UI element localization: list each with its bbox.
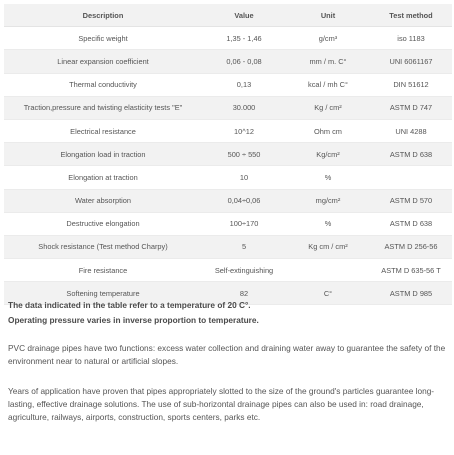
cell-unit: Ohm cm: [286, 119, 370, 142]
cell-value: Self-extinguishing: [202, 259, 286, 282]
cell-unit: %: [286, 166, 370, 189]
applications-paragraph: [8, 385, 450, 424]
cell-test-method: ASTM D 747: [370, 96, 452, 119]
cell-unit: [286, 259, 370, 282]
pressure-note: Operating pressure varies in inverse proportion to temperature.: [8, 315, 259, 325]
cell-value: 5: [202, 235, 286, 258]
cell-test-method: [370, 166, 452, 189]
header-value: Value: [202, 4, 286, 27]
cell-test-method: iso 1183: [370, 27, 452, 50]
cell-test-method: UNI 4288: [370, 119, 452, 142]
cell-unit: mg/cm²: [286, 189, 370, 212]
cell-description: Water absorption: [4, 189, 202, 212]
cell-unit: C°: [286, 282, 370, 305]
cell-description: Shock resistance (Test method Charpy): [4, 235, 202, 258]
cell-description: Traction,pressure and twisting elasticity tests "E": [4, 96, 202, 119]
cell-value: 0,13: [202, 73, 286, 96]
cell-description: Thermal conductivity: [4, 73, 202, 96]
paragraph-text: Years of application have proven that pipes appropriately slotted to the size of the ground's particles guarantee long-lasting, effective drainage solutions. The use of sub-horizontal drainage pipes can also be used in: road drainage, agriculture, railways, airports, construction, sports centers, parks etc.: [8, 386, 435, 422]
table-row: [4, 27, 452, 50]
properties-table: [4, 4, 452, 305]
cell-test-method: ASTM D 985: [370, 282, 452, 305]
cell-description: Elongation at traction: [4, 166, 202, 189]
cell-test-method: UNI 6061167: [370, 50, 452, 73]
cell-description: Destructive elongation: [4, 212, 202, 235]
table-row: [4, 143, 452, 166]
cell-test-method: DIN 51612: [370, 73, 452, 96]
cell-unit: Kg / cm²: [286, 96, 370, 119]
cell-unit: Kg cm / cm²: [286, 235, 370, 258]
cell-value: 1,35 - 1,46: [202, 27, 286, 50]
cell-description: Electrical resistance: [4, 119, 202, 142]
table-header-row: [4, 4, 452, 27]
cell-value: 0,04÷0,06: [202, 189, 286, 212]
cell-value: 10: [202, 166, 286, 189]
cell-test-method: ASTM D 638: [370, 212, 452, 235]
table-row: [4, 212, 452, 235]
cell-unit: kcal / mh C°: [286, 73, 370, 96]
table-row: [4, 50, 452, 73]
cell-value: 10^12: [202, 119, 286, 142]
cell-value: 100÷170: [202, 212, 286, 235]
cell-description: Elongation load in traction: [4, 143, 202, 166]
temperature-note: The data indicated in the table refer to a temperature of 20 C°.: [8, 300, 251, 310]
cell-unit: mm / m. C°: [286, 50, 370, 73]
cell-unit: Kg/cm²: [286, 143, 370, 166]
cell-description: Linear expansion coefficient: [4, 50, 202, 73]
table-row: [4, 235, 452, 258]
cell-value: 30.000: [202, 96, 286, 119]
table-row: [4, 119, 452, 142]
cell-test-method: ASTM D 635-56 T: [370, 259, 452, 282]
cell-unit: g/cm³: [286, 27, 370, 50]
cell-test-method: ASTM D 570: [370, 189, 452, 212]
table-row: [4, 166, 452, 189]
cell-value: 82: [202, 282, 286, 305]
cell-value: 500 ÷ 550: [202, 143, 286, 166]
table-row: [4, 96, 452, 119]
table-row: [4, 189, 452, 212]
paragraph-text: PVC drainage pipes have two functions: excess water collection and draining water away to guarantee the safety of the environment near to natural or artificial slopes.: [8, 343, 446, 366]
cell-test-method: ASTM D 638: [370, 143, 452, 166]
cell-description: Fire resistance: [4, 259, 202, 282]
table-body: [4, 27, 452, 305]
header-test-method: Test method: [370, 4, 452, 27]
table-row: [4, 73, 452, 96]
header-description: Description: [4, 4, 202, 27]
cell-value: 0,06 - 0,08: [202, 50, 286, 73]
functions-paragraph: [8, 342, 450, 368]
cell-unit: %: [286, 212, 370, 235]
cell-description: Specific weight: [4, 27, 202, 50]
cell-description: Softening temperature: [4, 282, 202, 305]
header-unit: Unit: [286, 4, 370, 27]
table-row: [4, 259, 452, 282]
cell-test-method: ASTM D 256-56: [370, 235, 452, 258]
